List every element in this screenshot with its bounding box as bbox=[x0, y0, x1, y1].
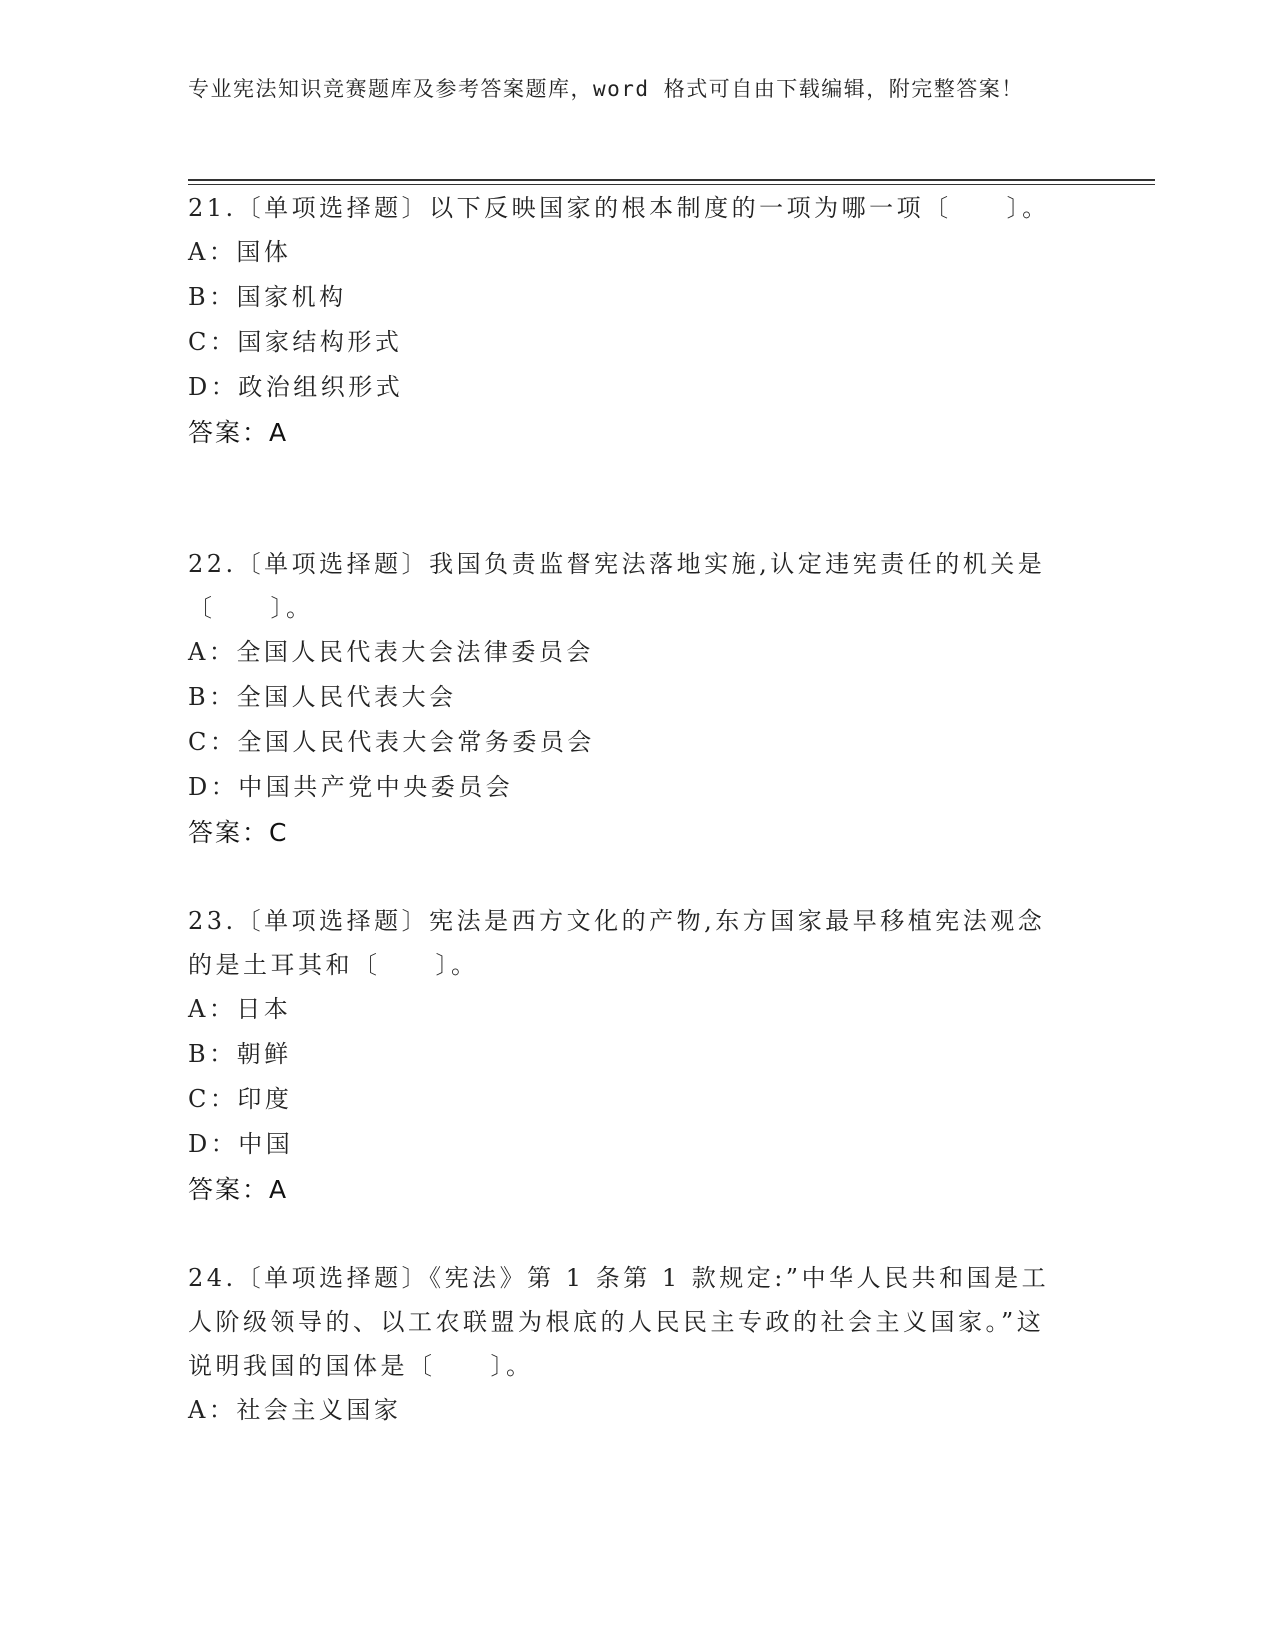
question-stem: 23.〔单项选择题〕宪法是西方文化的产物,东方国家最早移植宪法观念的是土耳其和〔 〕。 bbox=[188, 907, 1046, 979]
option-a: A：日本 bbox=[188, 995, 292, 1023]
option-d: D：中国 bbox=[188, 1130, 294, 1158]
document-header: 专业宪法知识竞赛题库及参考答案题库，word 格式可自由下载编辑，附完整答案！ bbox=[188, 77, 1024, 101]
option-b: B：国家机构 bbox=[188, 283, 347, 311]
option-d: D：政治组织形式 bbox=[188, 373, 404, 401]
answer-line: 答案：C bbox=[188, 818, 289, 847]
header-divider-thin bbox=[188, 184, 1155, 185]
option-c: C：印度 bbox=[188, 1085, 293, 1113]
option-a: A：国体 bbox=[188, 238, 292, 266]
header-divider bbox=[188, 179, 1155, 181]
question-23 bbox=[188, 899, 1068, 1213]
question-22 bbox=[188, 542, 1068, 856]
answer-line: 答案：A bbox=[188, 418, 289, 447]
answer-line: 答案：A bbox=[188, 1175, 289, 1204]
option-c: C：全国人民代表大会常务委员会 bbox=[188, 728, 595, 756]
question-stem: 21.〔单项选择题〕以下反映国家的根本制度的一项为哪一项〔 〕。 bbox=[188, 194, 1050, 222]
option-a: A：全国人民代表大会法律委员会 bbox=[188, 638, 594, 666]
question-21 bbox=[188, 186, 1068, 456]
option-d: D：中国共产党中央委员会 bbox=[188, 773, 514, 801]
option-a: A：社会主义国家 bbox=[188, 1396, 402, 1424]
option-b: B：朝鲜 bbox=[188, 1040, 292, 1068]
question-stem: 22.〔单项选择题〕我国负责监督宪法落地实施,认定违宪责任的机关是〔 〕。 bbox=[188, 550, 1046, 622]
option-b: B：全国人民代表大会 bbox=[188, 683, 457, 711]
option-c: C：国家结构形式 bbox=[188, 328, 403, 356]
question-24 bbox=[188, 1256, 1068, 1433]
question-stem: 24.〔单项选择题〕《宪法》第 1 条第 1 款规定:”中华人民共和国是工人阶级领导的、以工农联盟为根底的人民民主专政的社会主义国家。”这说明我国的国体是〔 〕。 bbox=[188, 1264, 1050, 1380]
